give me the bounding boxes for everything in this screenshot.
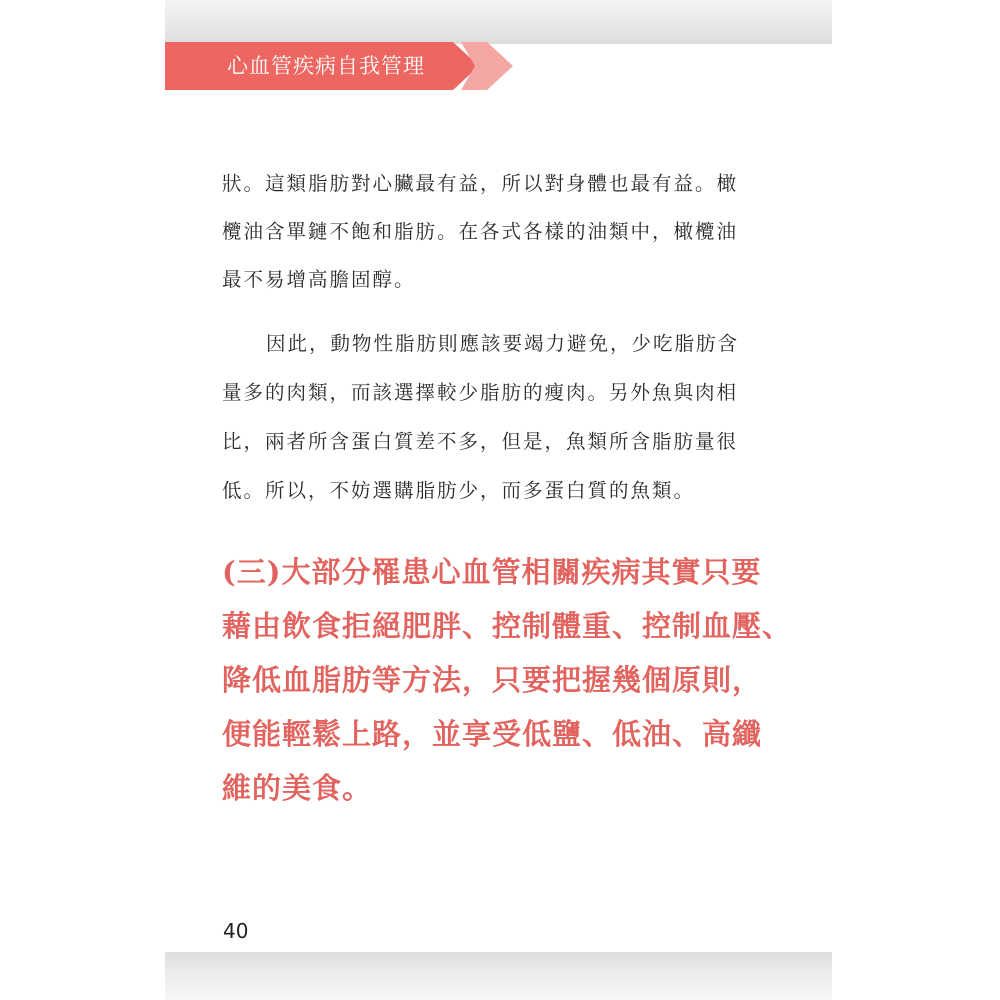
callout-line: 降低血脂肪等方法，只要把握幾個原則，	[222, 663, 763, 697]
page-number: 40	[223, 919, 249, 943]
text-line: 狀。這類脂肪對心臟最有益，所以對身體也最有益。橄	[222, 172, 739, 195]
text-line: 最不易增高膽固醇。	[222, 268, 416, 291]
bottom-page-shadow	[165, 952, 832, 1000]
callout-line: 藉由飲食拒絕肥胖、控制體重、控制血壓、	[222, 609, 793, 643]
callout-line: (三)大部分罹患心血管相關疾病其實只要	[222, 555, 762, 589]
text-line: 比，兩者所含蛋白質差不多，但是，魚類所含脂肪量很	[222, 430, 739, 453]
text-line: 量多的肉類，而該選擇較少脂肪的瘦肉。另外魚與肉相	[222, 381, 739, 404]
book-page	[165, 0, 832, 1000]
callout-line: 便能輕鬆上路，並享受低鹽、低油、高纖	[222, 717, 763, 751]
text-line: 因此，動物性脂肪則應該要竭力避免，少吃脂肪含	[266, 332, 740, 355]
text-line: 低。所以，不妨選購脂肪少，而多蛋白質的魚類。	[222, 479, 696, 502]
top-page-shadow	[165, 0, 832, 44]
text-line: 欖油含單鏈不飽和脂肪。在各式各樣的油類中，橄欖油	[222, 220, 739, 243]
chapter-header-banner	[165, 42, 517, 90]
chapter-title: 心血管疾病自我管理	[227, 54, 425, 78]
callout-line: 維的美食。	[222, 771, 373, 805]
